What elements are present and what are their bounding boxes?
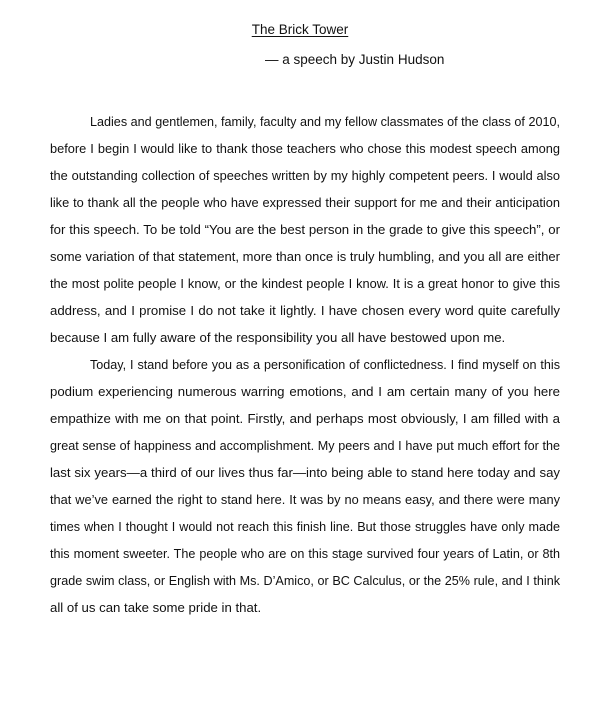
text-line: great sense of happiness and accomplishment. My peers and I have put much effort for the bbox=[50, 439, 560, 453]
text-line: Ladies and gentlemen, family, faculty and my fellow classmates of the class of 2010, bbox=[90, 115, 560, 129]
text-line: that we’ve earned the right to stand here. It was by no means easy, and there were many bbox=[50, 492, 560, 507]
speech-body bbox=[50, 113, 560, 626]
text-line: Today, I stand before you as a personification of conflictedness. I find myself on this bbox=[90, 358, 560, 372]
speech-title-text: The Brick Tower bbox=[251, 22, 349, 37]
paragraph-1 bbox=[50, 113, 560, 356]
text-line: grade swim class, or English with Ms. D’Amico, or BC Calculus, or the 25% rule, and I think bbox=[50, 574, 560, 588]
speech-title bbox=[0, 21, 600, 39]
text-line: because I am fully aware of the responsibility you all have bestowed upon me. bbox=[50, 330, 506, 345]
text-line: empathize with me on that point. Firstly, and perhaps most obviously, I am filled with a bbox=[50, 411, 560, 426]
text-line: podium experiencing numerous warring emotions, and I am certain many of you here bbox=[50, 384, 560, 399]
text-line: this moment sweeter. The people who are on this stage survived four years of Latin, or 8th bbox=[50, 547, 560, 561]
text-line: the outstanding collection of speeches written by my highly competent peers. I would also bbox=[50, 168, 560, 183]
text-line: address, and I promise I do not take it lightly. I have chosen every word quite carefully bbox=[50, 303, 560, 318]
text-line: before I begin I would like to thank those teachers who chose this modest speech among bbox=[50, 141, 560, 156]
text-line: like to thank all the people who have expressed their support for me and their anticipation bbox=[50, 195, 560, 210]
text-line: the most polite people I know, or the kindest people I know. It is a great honor to give this bbox=[50, 276, 560, 291]
text-line: for this speech. To be told “You are the best person in the grade to give this speech”, or bbox=[50, 222, 560, 237]
text-line: last six years—a third of our lives thus far—into being able to stand here today and say bbox=[50, 465, 560, 480]
text-line: all of us can take some pride in that. bbox=[50, 600, 262, 615]
paragraph-2 bbox=[50, 356, 560, 626]
text-line: some variation of that statement, more than once is truly humbling, and you all are either bbox=[50, 249, 560, 264]
text-line: times when I thought I would not reach this finish line. But those struggles have only made bbox=[50, 520, 560, 534]
speech-byline: — a speech by Justin Hudson bbox=[265, 52, 445, 67]
